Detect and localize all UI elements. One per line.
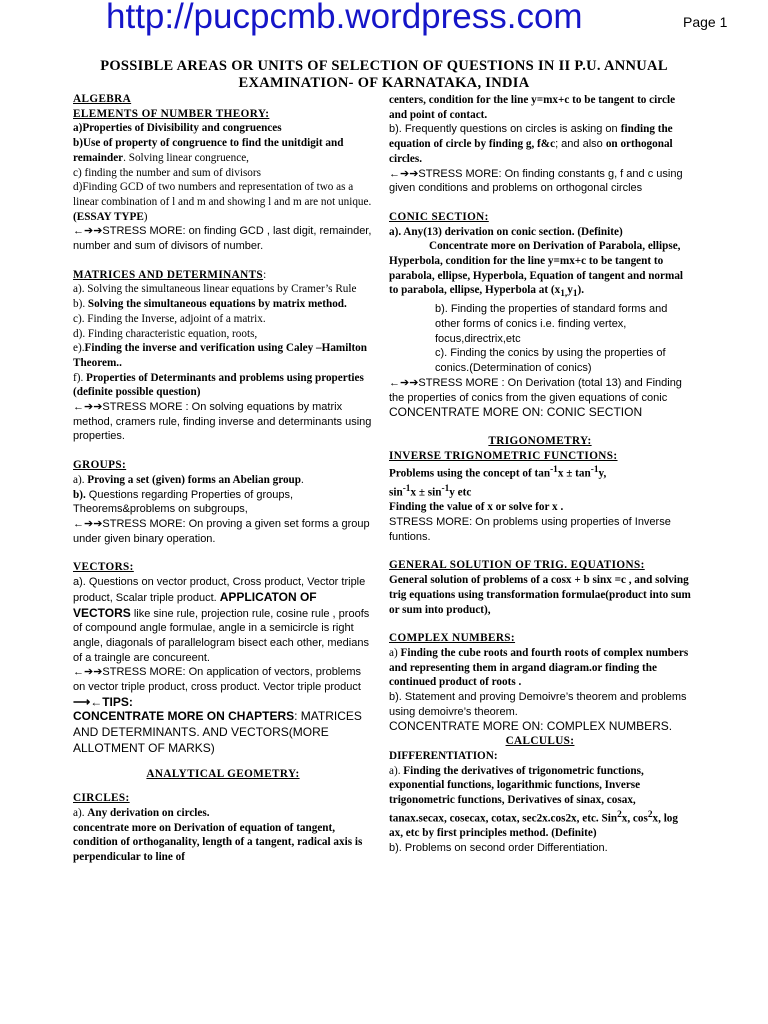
v-item-a: a). Questions on vector product, Cross product, Vector triple product, Scalar triple product. APPLICATON OF VECTORS like sine rule, projection rule, cosine rule , proofs of compound angle formulae, angle in a semicircle is right angle, diagonals of parallelogram bisect each other, medians of a traingle are concureent. xyxy=(73,576,370,664)
m-stress: ←➔➔STRESS MORE : On solving equations by matrix method, cramers rule, finding inverse and determinants using properties. xyxy=(73,401,372,443)
nt-stress: ←➔➔STRESS MORE: on finding GCD , last digit, remainder, number and sum of divisors of number. xyxy=(73,225,372,253)
inv-stress: STRESS MORE: On problems using properties of Inverse funtions. xyxy=(389,515,671,543)
co-concentrate: CONCENTRATE MORE ON: CONIC SECTION xyxy=(389,405,643,420)
vectors-heading: VECTORS: xyxy=(73,561,134,574)
differentiation-heading: DIFFERENTIATION: xyxy=(389,749,498,762)
co-item-a-detail: Concentrate more on Derivation of Parabola, ellipse, Hyperbola, condition for the line y=mx+c to be tangent to parabola, ellipse, Hyperbola, Equation of tangent and normal to parabola, ellipse, Hyperbola at $(x_{1,}y_1)$. xyxy=(389,240,684,300)
cx-item-b: b). Statement and proving Demoivre’s theorem and problems using demoivre’s theorem. xyxy=(389,691,687,718)
right-column xyxy=(389,93,691,855)
m-item-d: d). Finding characteristic equation, roots, xyxy=(73,327,258,340)
nt-item-a: a)Properties of Divisibility and congruences xyxy=(73,122,282,135)
d-item-a: a). Finding the derivatives of trigonometric functions, exponential functions, logarithmic functions, Inverse trigonometric functions, Derivatives of sinax, cosax, tanax.secax, cosecax, cotax, sec2x.cos2x, etc. Sin$^2$x, $\cos^2x$, log ax, etc by first principles method. (Definite) xyxy=(389,764,678,840)
c-item-b: b). Frequently questions on circles is asking on finding the equation of circle by finding g, f&c; and also on orthogonal circles. xyxy=(389,123,673,165)
m-item-a: a). Solving the simultaneous linear equations by Cramer’s Rule xyxy=(73,283,357,296)
c-item-a: a). Any derivation on circles. xyxy=(73,806,210,819)
co-item-c: c). Finding the conics by using the properties of conics.(Determination of conics) xyxy=(435,347,666,375)
left-column xyxy=(73,92,373,865)
document-title: POSSIBLE AREAS OR UNITS OF SELECTION OF QUESTIONS IN II P.U. ANNUAL EXAMINATION- OF KARNATAKA, INDIA xyxy=(100,58,668,91)
g-item-b: b). Questions regarding Properties of groups, Theorems&problems on subgroups, xyxy=(73,488,294,516)
number-theory-heading: ELEMENTS OF NUMBER THEORY: xyxy=(73,107,270,120)
nt-item-c: c) finding the number and sum of divisors xyxy=(73,166,261,179)
concentrate-chapters: CONCENTRATE MORE ON CHAPTERS: MATRICES AND DETERMINANTS. AND VECTORS(MORE ALLOTMENT OF MARKS) xyxy=(73,709,362,755)
m-item-c: c). Finding the Inverse, adjoint of a matrix. xyxy=(73,312,266,325)
co-stress: ←➔➔STRESS MORE : On Derivation (total 13) and Finding the properties of conics from the given equations of conic xyxy=(389,376,682,404)
co-item-a: a). Any(13) derivation on conic section. (Definite) xyxy=(389,225,623,238)
groups-heading: GROUPS: xyxy=(73,459,127,472)
co-item-b: b). Finding the properties of standard forms and other forms of conics i.e. finding vertex, focus,directrix,etc xyxy=(435,303,668,345)
algebra-heading: ALGEBRA xyxy=(73,93,132,105)
complex-numbers-heading: COMPLEX NUMBERS: xyxy=(389,632,516,645)
nt-item-d: d)Finding GCD of two numbers and representation of two as a linear combination of l and m and showing l and m are not unique.(ESSAY TYPE) xyxy=(73,181,372,223)
c-stress: ←➔➔STRESS MORE: On finding constants g, f and c using given conditions and problems on orthogonal circles xyxy=(389,167,683,195)
calculus-heading: CALCULUS: xyxy=(505,735,575,748)
m-item-f: f). Properties of Determinants and problems using properties (definite possible question) xyxy=(73,371,364,399)
g-item-a: a). Proving a set (given) forms an Abelian group. xyxy=(73,473,304,486)
inv-item-3: Finding the value of x or solve for x . xyxy=(389,501,564,514)
circles-continued: centers, condition for the line y=mx+c to be tangent to circle and point of contact. xyxy=(389,94,676,121)
page-number: Page 1 xyxy=(683,14,728,30)
v-stress: ←➔➔STRESS MORE: On application of vectors, problems on vector triple product, cross product. Vector triple product xyxy=(73,666,362,694)
inv-item-2: $\sin^{-1}x \pm \sin^{-1}y$ etc xyxy=(389,483,472,499)
site-url-link[interactable]: http://pucpcmb.wordpress.com xyxy=(106,0,583,36)
general-solution-heading: GENERAL SOLUTION OF TRIG. EQUATIONS: xyxy=(389,559,645,572)
inverse-trig-heading: INVERSE TRIGNOMETRIC FUNCTIONS: xyxy=(389,449,618,462)
conic-heading: CONIC SECTION: xyxy=(389,210,489,223)
analytical-geometry-heading: ANALYTICAL GEOMETRY: xyxy=(146,767,300,780)
trigonometry-heading: TRIGONOMETRY: xyxy=(488,435,592,447)
nt-item-b: b)Use of property of congruence to find the unitdigit and remainder. Solving linear congruence, xyxy=(73,137,344,164)
tips-label: ⟶←TIPS: xyxy=(73,694,133,709)
circles-heading: CIRCLES: xyxy=(73,792,130,805)
page-header xyxy=(0,0,768,50)
cx-concentrate: CONCENTRATE MORE ON: COMPLEX NUMBERS. xyxy=(389,719,673,734)
matrices-heading: MATRICES AND DETERMINANTS: xyxy=(73,268,267,281)
m-item-b: b). Solving the simultaneous equations by matrix method. xyxy=(73,298,347,311)
d-item-b: b). Problems on second order Differentiation. xyxy=(389,841,608,854)
gen-item-1: General solution of problems of a cosx + b sinx =c , and solving trig equations using transformation formulae(product into sum or sum into product), xyxy=(389,574,691,616)
m-item-e: e).Finding the inverse and verification using Caley –Hamilton Theorem.. xyxy=(73,342,367,369)
inv-item-1: Problems using the concept of $\tan^{-1}x \pm \tan^{-1}y$, xyxy=(389,465,607,481)
c-item-a-detail: concentrate more on Derivation of equation of tangent, condition of orthoganality, length of a tangent, radical axis is perpendicular to line of xyxy=(73,821,363,864)
g-stress: ←➔➔STRESS MORE: On proving a given set forms a group under given binary operation. xyxy=(73,517,370,545)
cx-item-a: a) Finding the cube roots and fourth roots of complex numbers and representing them in argand diagram.or finding the continued product of roots . xyxy=(389,646,689,689)
